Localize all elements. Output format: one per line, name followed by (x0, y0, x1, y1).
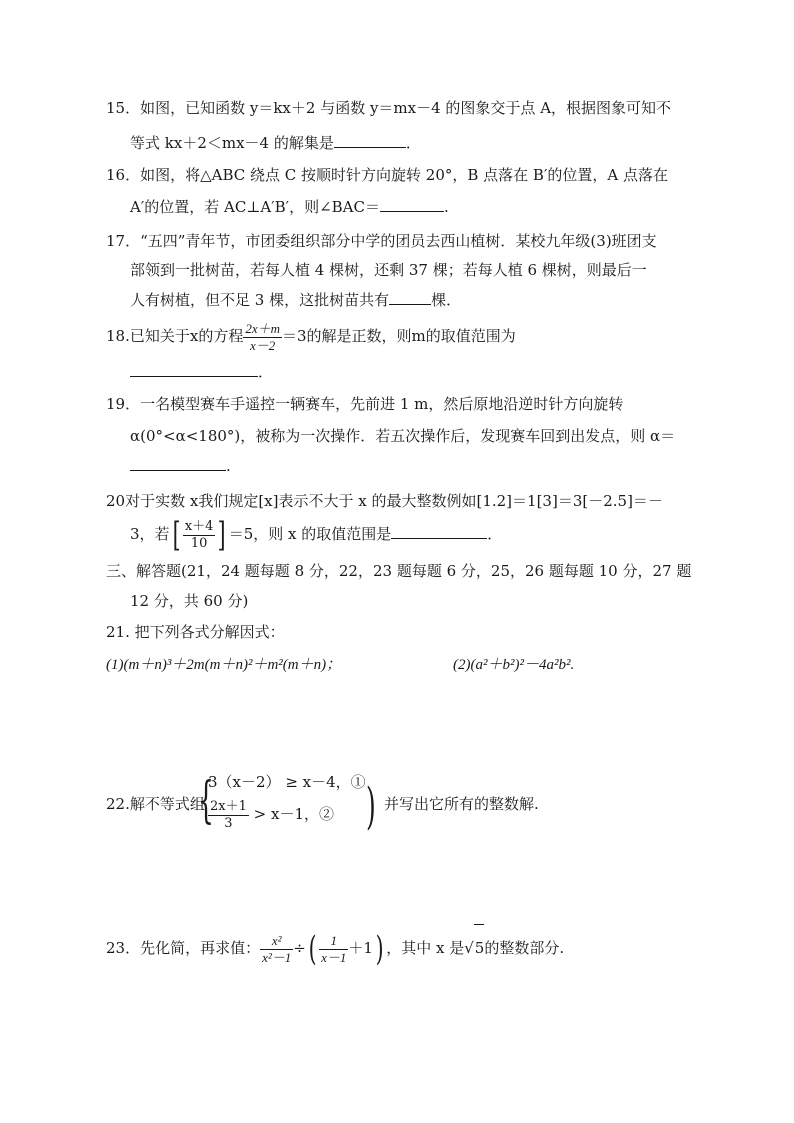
fraction-numerator: 2x＋1 (210, 798, 247, 814)
answer-blank (391, 524, 487, 539)
q15-end: ． (405, 134, 421, 152)
floor-bracket-right: ] (218, 515, 227, 555)
q18-post: ＝3的解是正数，则m的取值范围为 (282, 327, 516, 345)
q20-post: ＝5，则 x 的取值范围是 (228, 525, 392, 543)
q17-line1: 17．“五四”青年节，市团委组织部分中学的团员去西山植树．某校九年级(3)班团支 (106, 232, 657, 250)
q16-line1: 16．如图，将△ABC 绕点 C 按顺时针方向旋转 20°，B 点落在 B′的位置，A 点落在 (106, 166, 668, 184)
q22-inequality-1: 3（x－2） ≥ x－4，① (208, 773, 366, 791)
q18-line1 (106, 316, 516, 356)
fraction-numerator: 1 (319, 933, 348, 950)
paren-left: ( (308, 929, 317, 969)
q17-line3 (130, 290, 461, 310)
q23-pre: 23．先化简，再求值： (106, 939, 261, 957)
q22-post: 并写出它所有的整数解. (384, 795, 539, 813)
q23-plus-one: ＋1 (348, 939, 373, 957)
floor-bracket-left: [ (172, 515, 181, 555)
q20-fraction (183, 519, 216, 552)
q20-line2 (130, 512, 502, 556)
q20-end: ． (487, 525, 503, 543)
q15-line1: 15．如图，已知函数 y＝kx＋2 与函数 y＝mx－4 的图象交于点 A，根据图象可知不 (106, 99, 672, 117)
fraction-numerator: x² (260, 933, 293, 950)
q17-line2: 部领到一批树苗，若每人植 4 棵树，还剩 37 棵；若每人植 6 棵树，则最后一 (130, 261, 647, 279)
fraction-denominator: 10 (190, 535, 208, 551)
q23-fraction-2 (319, 933, 348, 966)
q22-row2-rest: > x－1，② (253, 805, 334, 823)
fraction-numerator: x＋4 (184, 518, 214, 534)
fraction-numerator: 2x＋m (245, 320, 280, 336)
system-brace-icon: { (198, 771, 214, 829)
q16-text: A′的位置，若 AC⊥A′B′，则∠BAC＝ (130, 198, 380, 216)
q23-post: 的整数部分. (484, 939, 565, 957)
fraction-denominator: x－2 (250, 337, 276, 353)
section3-heading: 三、解答题(21，24 题每题 8 分，22，23 题每题 6 分，25，26 题每题 10 分，27 题 (106, 562, 692, 580)
answer-blank (130, 456, 226, 471)
q19-line1: 19．一名模型赛车手遥控一辆赛车，先前进 1 m，然后原地沿逆时针方向旋转 (106, 395, 624, 413)
q18-end: ． (258, 363, 274, 381)
q19-line3 (130, 456, 231, 476)
sqrt-icon: √ (464, 939, 474, 957)
q18-fraction (243, 321, 282, 354)
paren-right: ) (375, 929, 384, 969)
q23-line (106, 924, 564, 971)
q23-fraction-1 (260, 933, 293, 966)
q20-pre: 3，若 (130, 525, 170, 543)
answer-blank (334, 133, 406, 148)
answer-blank (380, 197, 444, 212)
q15-text: 等式 kx＋2＜mx－4 的解集是 (130, 134, 334, 152)
q21-part1: (1)(m＋n)³＋2m(m＋n)²＋m²(m＋n)； (106, 657, 342, 673)
q21-title: 21. 把下列各式分解因式： (106, 623, 285, 641)
q17-text: 人有树植，但不足 3 棵，这批树苗共有 (130, 291, 390, 309)
q22-inequality-2 (208, 794, 334, 834)
q19-end: . (226, 457, 231, 475)
fraction-denominator: x²－1 (262, 949, 292, 965)
q22-pre: 22.解不等式组 (106, 795, 205, 813)
q16-end: . (444, 198, 449, 216)
sqrt-radicand: 5 (474, 924, 485, 971)
fraction-denominator: x－1 (321, 949, 347, 965)
q21-part2: (2)(a²＋b²)²－4a²b². (453, 657, 575, 673)
divide-sign: ÷ (293, 939, 306, 957)
q16-line2 (130, 197, 449, 217)
answer-blank (130, 362, 258, 377)
q18-line2 (130, 362, 273, 382)
q23-mid: ，其中 x 是 (386, 939, 465, 957)
fraction-denominator: 3 (224, 815, 233, 831)
q15-line2 (130, 133, 421, 153)
system-brace-right-icon: ) (366, 777, 376, 835)
answer-blank (389, 290, 431, 305)
section3-heading-cont: 12 分，共 60 分) (130, 592, 249, 610)
q19-line2: α(0°<α<180°)，被称为一次操作．若五次操作后，发现赛车回到出发点，则 α＝ (130, 427, 676, 445)
q20-line1: 20对于实数 x我们规定[x]表示不大于 x 的最大整数例如[1.2]＝1[3]＝3[－2.5]＝－ (106, 492, 663, 510)
q18-pre: 18.已知关于x的方程 (106, 327, 244, 345)
q17-end: 棵． (431, 291, 462, 309)
q22-fraction (208, 799, 249, 832)
